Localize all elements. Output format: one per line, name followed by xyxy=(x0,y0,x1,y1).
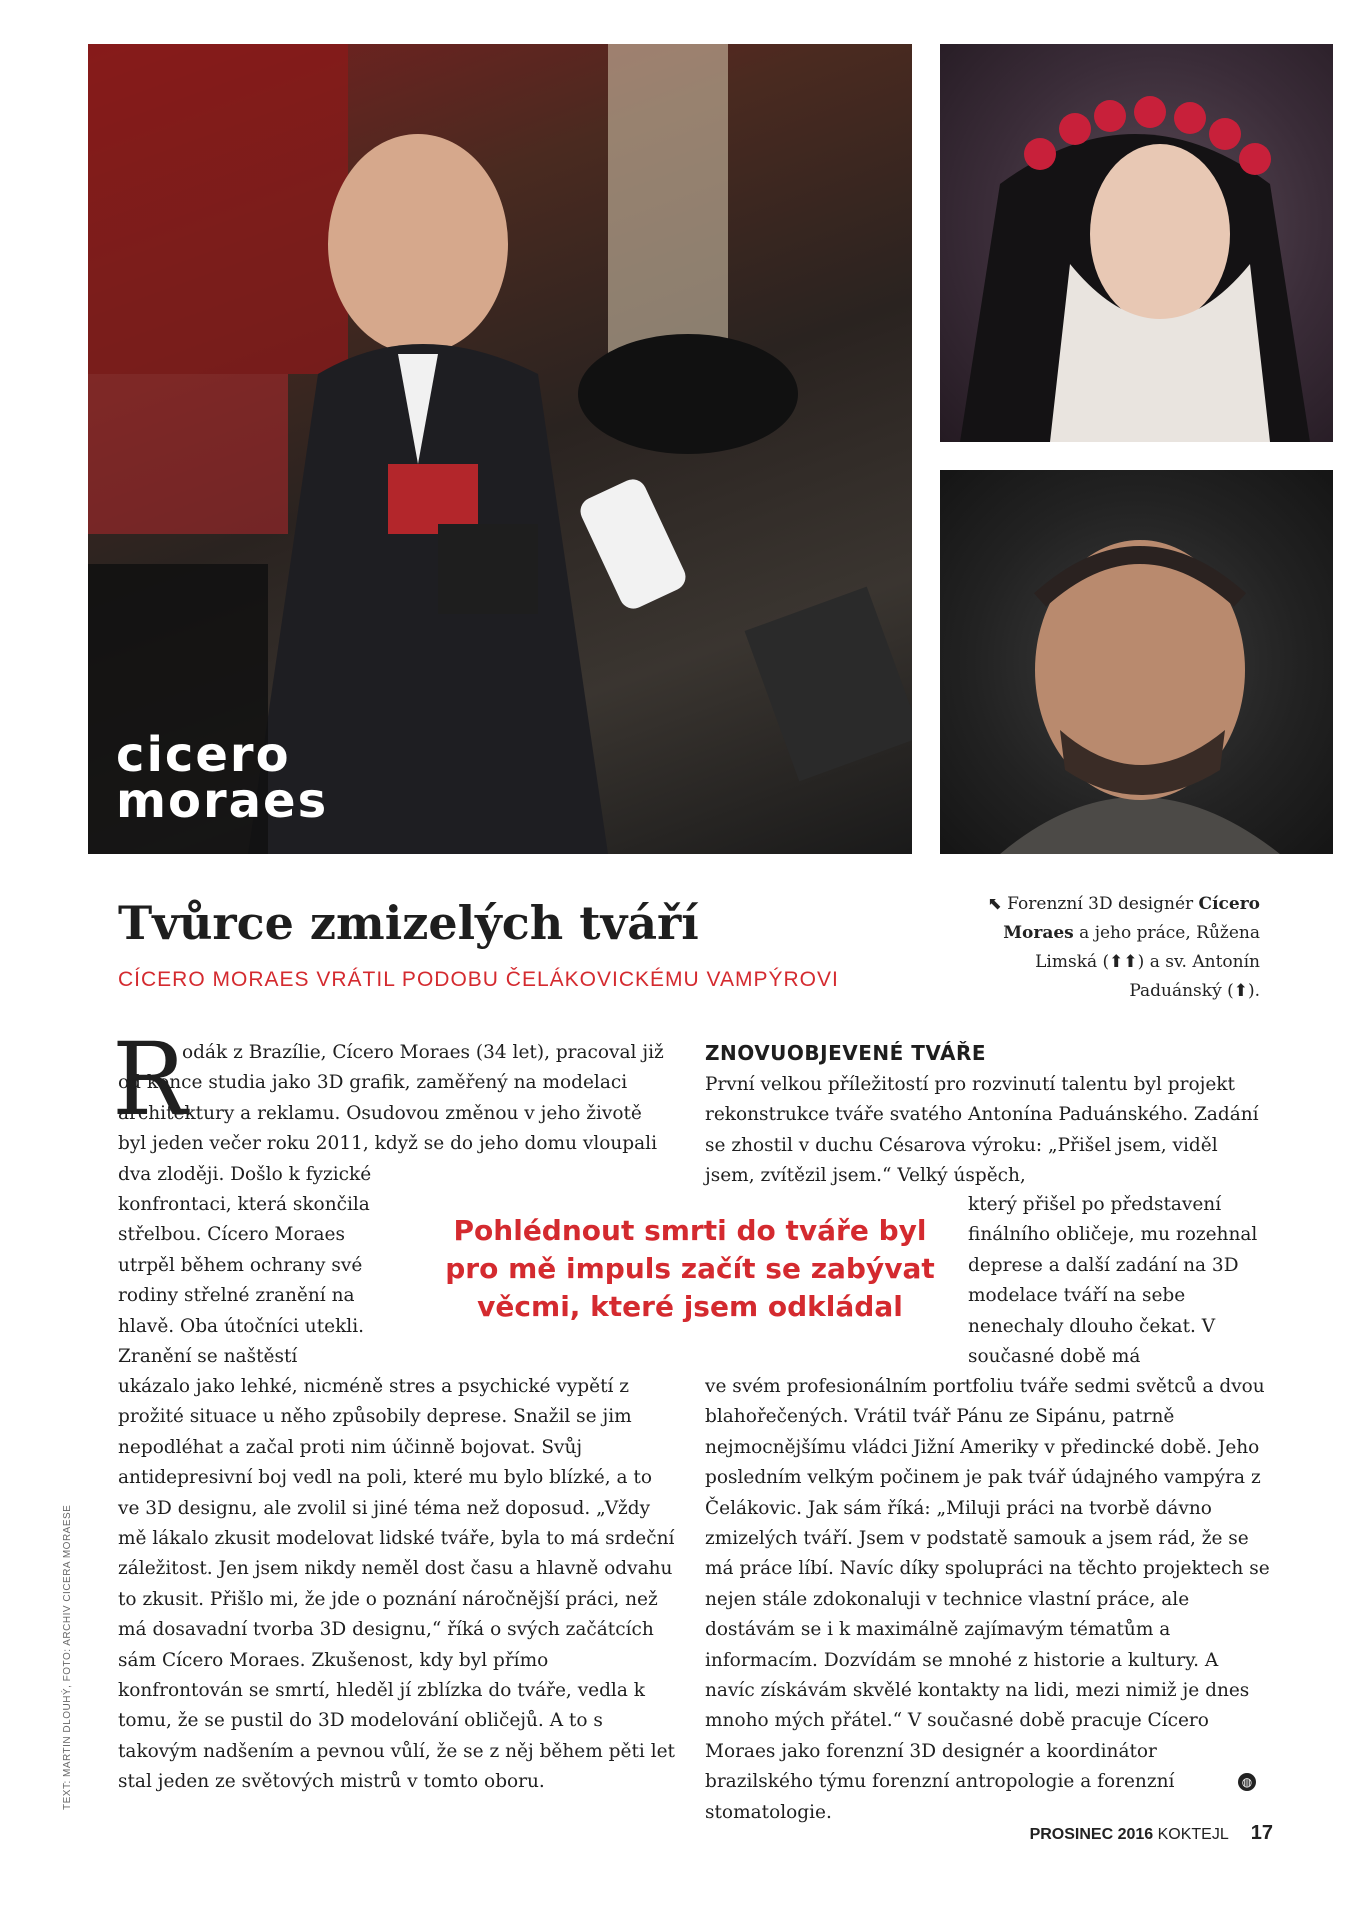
article-left-side-paragraph: konfrontaci, která skončila střelbou. Cícero Moraes utrpěl během ochrany své rodiny střelné zranění na hlavě. Oba útočníci utekli. Zranění se naštěstí xyxy=(118,1194,370,1368)
article-subheadline: CÍCERO MORAES VRÁTIL PODOBU ČELÁKOVICKÉMU VAMPÝROVI xyxy=(118,968,839,991)
caption-text-2: a jeho práce, Růžena Limská ( xyxy=(1035,923,1260,972)
main-photo-cicero-moraes-interview xyxy=(88,44,912,854)
page-number: 17 xyxy=(1250,1822,1273,1844)
logo-line-1: cicero xyxy=(116,727,291,783)
caption-text-3: ) a sv. Antonín Paduánský ( xyxy=(1129,952,1260,1001)
article-right-bottom-paragraph: ve svém profesionálním portfoliu tváře sedmi světců a dvou blahořečených. Vrátil tvář Pánu ze Sipánu, patrně nejmocnějšímu vládci Jižní Ameriky v předincké době. Jeho posledním velkým počinem je pak tvář údajného vampýra z Čelákovic. Jak sám říká: „Miluji práci na tvorbě dávno zmizelých tváří. Jsem v podstatě samouk a jsem rád, že se má práce líbí. Navíc díky spolupráci na těchto projektech se nejen stále zdokonaluji v technice vlastní práce, ale dostávám se i k maximálně zajímavým tématům a informacím. Dozvídám se mnohé z historie a kultury. A navíc získávám skvělé kontakty na lidi, mezi nimiž je dnes mnoho mých přátel.“ V současné době pracuje Cícero Moraes jako forenzní 3D designér a koordinátor brazilského týmu forenzní antropologie a forenzní stomatologie. xyxy=(705,1376,1270,1823)
article-headline: Tvůrce zmizelých tváří xyxy=(118,896,699,950)
pull-quote: Pohlédnout smrti do tváře byl pro mě impuls začít se zabývat věcmi, které jsem odkládal xyxy=(445,1214,935,1323)
arrow-up-left-icon: ⬉ xyxy=(987,894,1002,914)
cicero-moraes-logo xyxy=(116,727,329,829)
logo-line-2: moraes xyxy=(116,773,329,829)
caption-name: Cícero Moraes xyxy=(1003,894,1260,943)
saint-anthony-reconstruction-photo xyxy=(940,470,1333,854)
article-right-top-paragraph: První velkou příležitostí pro rozvinutí talentu byl projekt rekonstrukce tváře svatého Antonína Paduánského. Zadání se zhostil v duchu Césarova výroku: „Přišel jsem, viděl jsem, zvítězil jsem.“ Velký úspěch, xyxy=(705,1074,1259,1187)
page-footer xyxy=(1030,1822,1273,1845)
footer-issue-date: PROSINEC 2016 xyxy=(1029,1826,1154,1843)
article-right-side-paragraph: který přišel po představení finálního obličeje, mu rozehnal deprese a další zadání na 3D modelace tváří na sebe nenechaly dlouho čekat. V současné době má xyxy=(968,1194,1258,1368)
caption-text-4: ). xyxy=(1247,981,1260,1001)
saint-anthony-illustration xyxy=(940,470,1333,854)
photo-credits: TEXT: MARTIN DLOUHÝ, FOTO: ARCHIV CICERA MORAESE xyxy=(62,1504,73,1810)
rosa-limska-illustration xyxy=(940,44,1333,442)
section-heading: ZNOVUOBJEVENÉ TVÁŘE xyxy=(705,1041,987,1065)
rosa-limska-reconstruction-photo xyxy=(940,44,1333,442)
article-left-bottom-paragraph: ukázalo jako lehké, nicméně stres a psychické vypětí z prožité situace u něho způsobily deprese. Snažil se jim nepodléhat a začal proti nim účinně bojovat. Svůj antidepresivní boj vedl na poli, které mu bylo blízké, a to ve 3D designu, ale zvolil si jiné téma než doposud. „Vždy mě lákalo zkusit modelovat lidské tváře, byla to má srdeční záležitost. Jen jsem nikdy neměl dost času a hlavně odvahu to zkusit. Přišlo mi, že jde o poznání náročnější práci, než má dosavadní tvorba 3D designu,“ říká o svých začátcích sám Cícero Moraes. Zkušenost, kdy byl přímo konfrontován se smrtí, hleděl jí zblízka do tváře, vedla k tomu, že se pustil do 3D modelování obličejů. A to s takovým nadšením a pevnou vůlí, že se z něj během pěti let stal jeden ze světových mistrů v tomto oboru. xyxy=(118,1376,675,1793)
globe-icon: ◍ xyxy=(1238,1773,1256,1791)
article-left-top-paragraph: odák z Brazílie, Cícero Moraes (34 let), pracoval již od konce studia jako 3D grafik, zaměřený na modelaci architektury a reklamu. Osudovou změnou v jeho životě byl jeden večer roku 2011, když se do jeho domu vloupali dva zloději. Došlo k fyzické xyxy=(118,1042,664,1185)
drop-cap: R xyxy=(112,1021,188,1138)
photo-caption xyxy=(950,890,1260,1006)
footer-magazine-name: KOKTEJL xyxy=(1153,1826,1229,1843)
arrow-up-icon: ⬆ xyxy=(1233,981,1248,1001)
caption-text-1: Forenzní 3D designér xyxy=(1001,894,1199,914)
arrow-up-double-icon: ⬆⬆ xyxy=(1109,952,1138,972)
